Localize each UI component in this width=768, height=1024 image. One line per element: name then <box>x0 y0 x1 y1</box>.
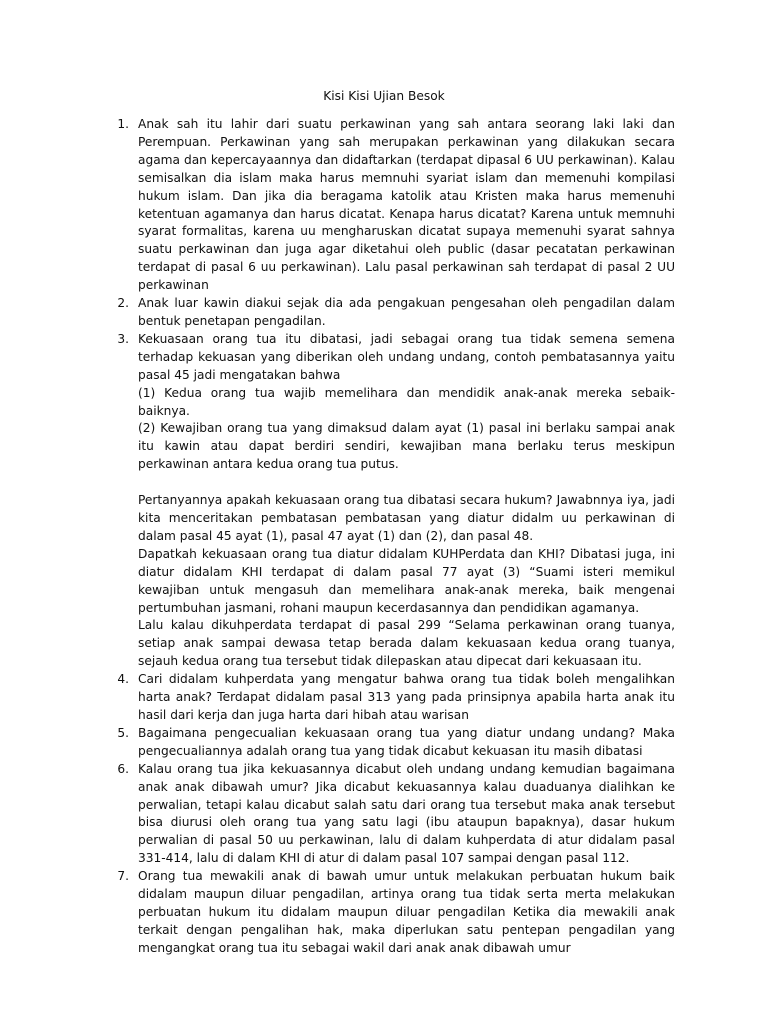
list-item <box>107 295 675 331</box>
paragraph: Lalu kalau dikuhperdata terdapat di pasal 299 “Selama perkawinan orang tuanya, setiap anak sampai dewasa tetap berada dalam kekuasaan kedua orang tuanya, sejauh kedua orang tua tersebut tidak dilepaskan atau dipecat dari kekuasaan itu. <box>138 618 675 669</box>
list-item-number: 6. <box>117 761 129 776</box>
paragraph: Orang tua mewakili anak di bawah umur untuk melakukan perbuatan hukum baik didalam maupun diluar pengadilan, artinya orang tua tidak serta merta melakukan perbuatan hukum itu didalam maupun diluar pengadilan Ketika dia mewakili anak terkait dengan pengalihan hak, maka diperlukan satu pentepan pengadilan yang mengangkat orang tua itu sebagai wakil dari anak anak dibawah umur <box>138 869 675 955</box>
numbered-list <box>107 116 675 958</box>
list-item <box>107 116 675 295</box>
list-item-number: 4. <box>117 672 129 687</box>
paragraph: Pertanyannya apakah kekuasaan orang tua dibatasi secara hukum? Jawabnnya iya, jadi kita menceritakan pembatasan pembatasan yang diatur didalm uu perkawinan di dalam pasal 45 ayat (1), pasal 47 ayat (1) dan (2), dan pasal 48. <box>138 493 675 543</box>
paragraph: Dapatkah kekuasaan orang tua diatur didalam KUHPerdata dan KHI? Dibatasi juga, ini diatur didalam KHI terdapat di dalam pasal 77 ayat (3) “Suami isteri memikul kewajiban untuk mengasuh dan memelihara anak-anak mereka, baik mengenai pertumbuhan jasmani, rohani maupun kecerdasannya dan pendidikan agamanya. <box>138 546 675 615</box>
list-item-number: 2. <box>117 296 129 311</box>
list-item-number: 7. <box>117 869 129 884</box>
paragraph: Bagaimana pengecualian kekuasaan orang tua yang diatur undang undang? Maka pengecualiannya adalah orang tua yang tidak dicabut kekuasan itu masih dibatasi <box>138 725 675 758</box>
list-item-number: 3. <box>117 331 129 346</box>
document-title: Kisi Kisi Ujian Besok <box>323 89 445 103</box>
list-item <box>107 725 675 761</box>
list-item-number: 1. <box>117 117 129 131</box>
paragraph: Cari didalam kuhperdata yang mengatur bahwa orang tua tidak boleh mengalihkan harta anak? Terdapat didalam pasal 313 yang pada prinsipnya apabila harta anak itu hasil dari kerja dan juga harta dari hibah atau warisan <box>138 672 675 722</box>
paragraph: Anak sah itu lahir dari suatu perkawinan yang sah antara seorang laki laki dan Perempuan. Perkawinan yang sah merupakan perkawinan yang dilakukan secara agama dan kepercayaannya dan didaftarkan (terdapat dipasal 6 UU perkawinan). Kalau semisalkan dia islam maka harus memnuhi syariat islam dan memenuhi kompilasi hukum islam. Dan jika dia beragama katolik atau Kristen maka harus memenuhi ketentuan agamanya dan harus dicatat. Kenapa harus dicatat? Karena untuk memnuhi syarat formalitas, karena uu mengharuskan dicatat supaya memenuhi syarat sahnya suatu perkawinan dan juga agar diketahui oleh public (dasar pecatatan perkawinan terdapat di pasal 6 uu perkawinan). Lalu pasal perkawinan sah terdapat di pasal 2 UU perkawinan <box>138 117 675 293</box>
list-item <box>107 868 675 958</box>
paragraph: Kalau orang tua jika kekuasannya dicabut oleh undang undang kemudian bagaimana anak anak dibawah umur? Jika dicabut kekuasannya kalau duaduanya dialihkan ke perwalian, tetapi kalau dicabut salah satu dari orang tua tersebut maka anak tersebut bisa diurusi oleh orang tua yang satu lagi (ibu ataupun bapaknya), dasar hukum perwalian di pasal 50 uu perkawinan, lalu di dalam kuhperdata di atur didalam pasal 331-414, lalu di dalam KHI di atur di dalam pasal 107 sampai dengan pasal 112. <box>138 761 675 866</box>
list-item <box>107 761 675 868</box>
paragraph: (1) Kedua orang tua wajib memelihara dan mendidik anak-anak mereka sebaik-baiknya. <box>138 385 675 418</box>
list-item <box>107 331 675 671</box>
paragraph: (2) Kewajiban orang tua yang dimaksud dalam ayat (1) pasal ini berlaku sampai anak itu kawin atau dapat berdiri sendiri, kewajiban mana berlaku terus meskipun perkawinan antara kedua orang tua putus. <box>138 421 675 472</box>
list-item-number: 5. <box>117 725 129 740</box>
list-item <box>107 671 675 725</box>
paragraph: Kekuasaan orang tua itu dibatasi, jadi sebagai orang tua tidak semena semena terhadap kekuasan yang diberikan oleh undang undang, contoh pembatasannya yaitu pasal 45 jadi mengatakan bahwa <box>138 331 675 382</box>
paragraph: Anak luar kawin diakui sejak dia ada pengakuan pengesahan oleh pengadilan dalam bentuk penetapan pengadilan. <box>138 296 675 328</box>
paragraph-spacer <box>138 474 675 492</box>
